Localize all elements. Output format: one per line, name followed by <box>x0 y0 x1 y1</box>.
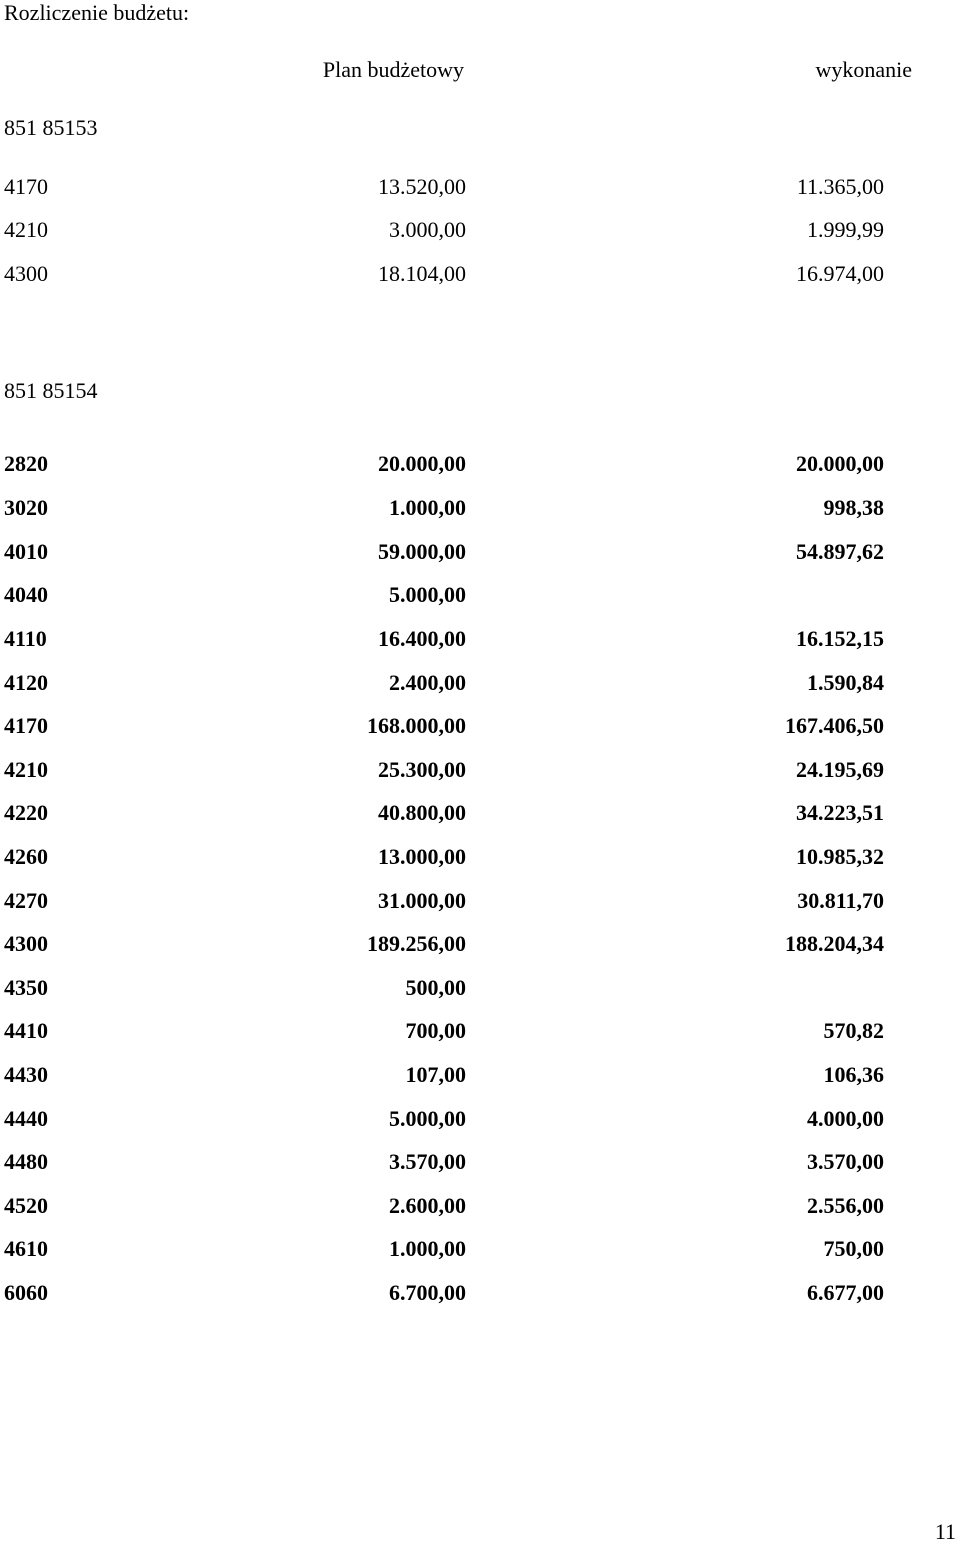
table-row <box>0 261 960 287</box>
table-row <box>0 844 960 870</box>
table-row <box>0 451 960 477</box>
table-row <box>0 1062 960 1088</box>
row-exec-value: 570,82 <box>823 1018 884 1043</box>
row-plan-value: 5.000,00 <box>389 582 466 607</box>
row-plan-value: 13.000,00 <box>378 844 466 869</box>
row-exec-value: 998,38 <box>823 495 884 520</box>
table-row <box>0 1018 960 1044</box>
row-plan-value: 40.800,00 <box>378 800 466 825</box>
row-plan-value: 18.104,00 <box>378 261 466 286</box>
row-code: 4010 <box>4 539 48 564</box>
table-row <box>0 217 960 243</box>
row-code: 4170 <box>4 713 48 738</box>
page-title: Rozliczenie budżetu: <box>4 0 190 25</box>
row-plan-value: 168.000,00 <box>367 713 466 738</box>
row-exec-value: 1.999,99 <box>807 217 884 242</box>
table-row <box>0 582 960 608</box>
column-header-exec: wykonanie <box>815 57 912 82</box>
table-row <box>0 1236 960 1262</box>
row-exec-value: 3.570,00 <box>807 1149 884 1174</box>
row-code: 4220 <box>4 800 48 825</box>
row-plan-value: 107,00 <box>405 1062 466 1087</box>
table-row <box>0 1149 960 1175</box>
row-exec-value: 750,00 <box>823 1236 884 1261</box>
row-code: 4210 <box>4 217 48 242</box>
row-plan-value: 500,00 <box>405 975 466 1000</box>
row-exec-value: 188.204,34 <box>785 931 884 956</box>
row-code: 6060 <box>4 1280 48 1305</box>
row-plan-value: 2.400,00 <box>389 670 466 695</box>
row-exec-value: 20.000,00 <box>796 451 884 476</box>
row-plan-value: 59.000,00 <box>378 539 466 564</box>
table-row <box>0 495 960 521</box>
table-row <box>0 174 960 200</box>
row-code: 4210 <box>4 757 48 782</box>
row-plan-value: 189.256,00 <box>367 931 466 956</box>
table-row <box>0 800 960 826</box>
row-exec-value: 34.223,51 <box>796 800 884 825</box>
row-code: 4110 <box>4 626 47 651</box>
row-exec-value: 54.897,62 <box>796 539 884 564</box>
row-plan-value: 3.570,00 <box>389 1149 466 1174</box>
table-row <box>0 888 960 914</box>
row-exec-value: 167.406,50 <box>785 713 884 738</box>
row-plan-value: 20.000,00 <box>378 451 466 476</box>
row-plan-value: 1.000,00 <box>389 495 466 520</box>
row-code: 4520 <box>4 1193 48 1218</box>
row-exec-value: 24.195,69 <box>796 757 884 782</box>
row-plan-value: 16.400,00 <box>378 626 466 651</box>
table-row <box>0 931 960 957</box>
table-row <box>0 1280 960 1306</box>
row-code: 4440 <box>4 1106 48 1131</box>
row-code: 4170 <box>4 174 48 199</box>
table-row <box>0 1106 960 1132</box>
row-plan-value: 6.700,00 <box>389 1280 466 1305</box>
row-code: 4040 <box>4 582 48 607</box>
row-exec-value: 16.974,00 <box>796 261 884 286</box>
table-row <box>0 539 960 565</box>
section-label-85154: 851 85154 <box>4 378 98 403</box>
row-code: 4300 <box>4 261 48 286</box>
table-row <box>0 713 960 739</box>
row-exec-value: 2.556,00 <box>807 1193 884 1218</box>
row-code: 4480 <box>4 1149 48 1174</box>
row-code: 4270 <box>4 888 48 913</box>
row-plan-value: 1.000,00 <box>389 1236 466 1261</box>
row-plan-value: 13.520,00 <box>378 174 466 199</box>
row-plan-value: 25.300,00 <box>378 757 466 782</box>
row-code: 4610 <box>4 1236 48 1261</box>
row-plan-value: 5.000,00 <box>389 1106 466 1131</box>
row-exec-value: 10.985,32 <box>796 844 884 869</box>
row-exec-value: 16.152,15 <box>796 626 884 651</box>
row-plan-value: 31.000,00 <box>378 888 466 913</box>
table-row <box>0 670 960 696</box>
row-code: 4260 <box>4 844 48 869</box>
page-number: 11 <box>934 1519 956 1544</box>
row-code: 4120 <box>4 670 48 695</box>
row-code: 3020 <box>4 495 48 520</box>
row-code: 2820 <box>4 451 48 476</box>
section-label-85153: 851 85153 <box>4 115 98 140</box>
table-row <box>0 1193 960 1219</box>
row-code: 4300 <box>4 931 48 956</box>
row-exec-value: 30.811,70 <box>797 888 884 913</box>
row-code: 4430 <box>4 1062 48 1087</box>
row-code: 4410 <box>4 1018 48 1043</box>
row-exec-value: 4.000,00 <box>807 1106 884 1131</box>
row-code: 4350 <box>4 975 48 1000</box>
table-row <box>0 626 960 652</box>
table-row <box>0 757 960 783</box>
row-exec-value: 11.365,00 <box>796 174 884 199</box>
row-exec-value: 1.590,84 <box>807 670 884 695</box>
row-plan-value: 2.600,00 <box>389 1193 466 1218</box>
row-exec-value: 106,36 <box>823 1062 884 1087</box>
row-exec-value: 6.677,00 <box>807 1280 884 1305</box>
column-header-plan: Plan budżetowy <box>322 57 464 82</box>
table-row <box>0 975 960 1001</box>
row-plan-value: 3.000,00 <box>389 217 466 242</box>
row-plan-value: 700,00 <box>405 1018 466 1043</box>
